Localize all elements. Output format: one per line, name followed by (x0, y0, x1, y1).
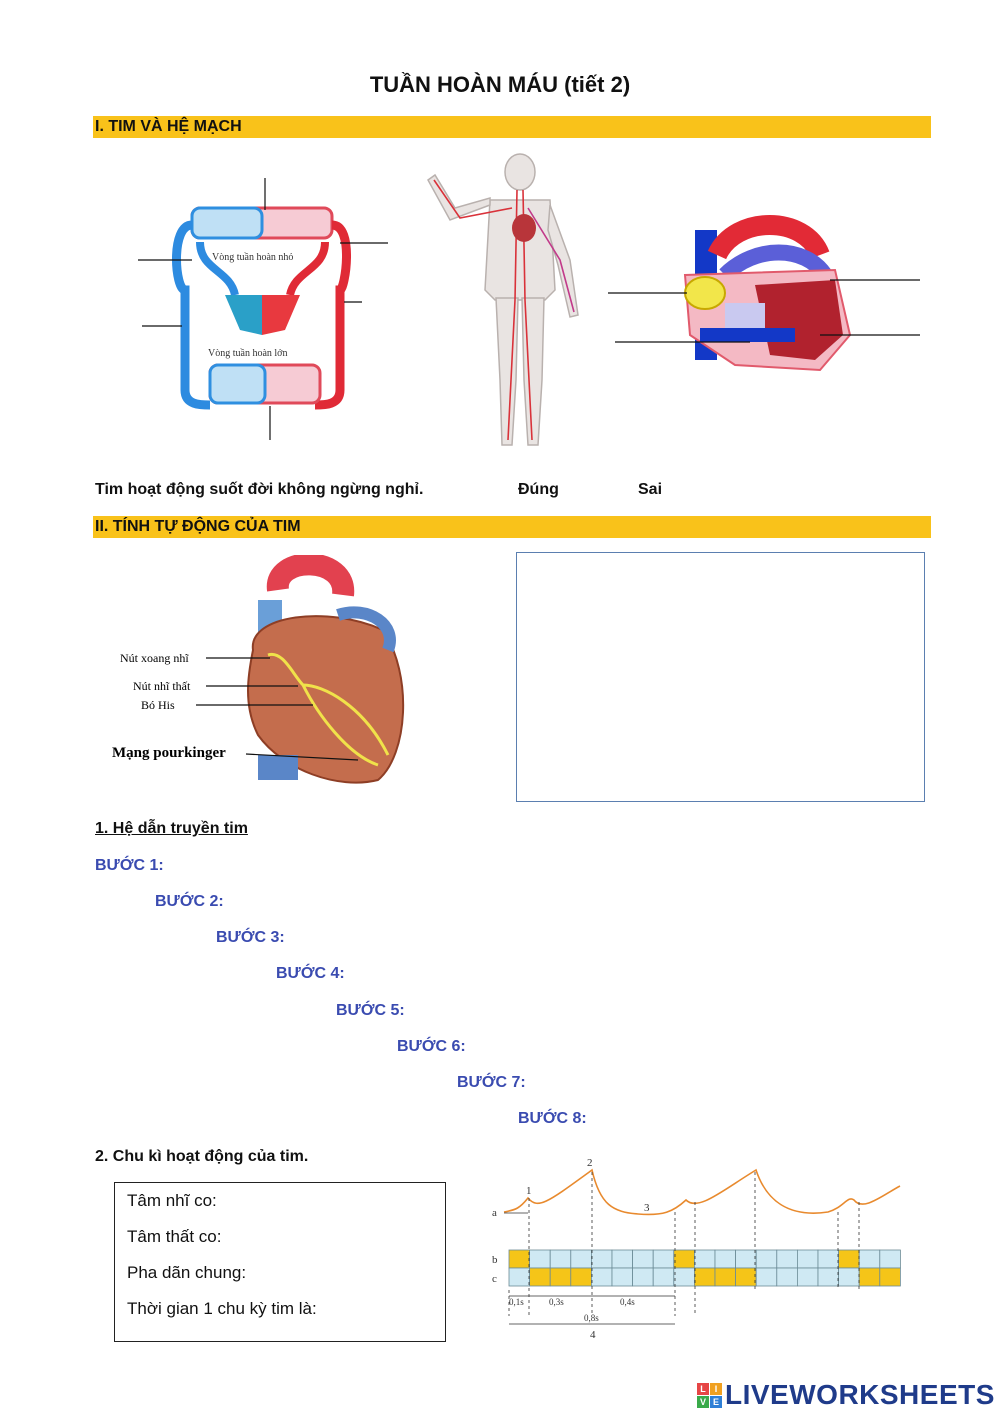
step-3-label: BƯỚC 3: (216, 929, 285, 946)
cycle-grid-cell (880, 1268, 901, 1286)
row-a-label: a (492, 1207, 497, 1219)
circulation-diagram (130, 170, 400, 450)
brand-icon: L I V E (697, 1383, 723, 1409)
answer-box[interactable] (516, 552, 925, 802)
aorta (278, 564, 343, 595)
cycle-grid-cell (859, 1268, 880, 1286)
human-body-illustration (420, 150, 590, 455)
cycle-grid-cell (736, 1250, 757, 1268)
cycle-grid-cell (653, 1268, 674, 1286)
cycle-grid-cell (715, 1268, 736, 1286)
cycle-grid-cell (509, 1250, 530, 1268)
page-title: TUẦN HOÀN MÁU (tiết 2) (369, 72, 631, 97)
cycle-grid-cell (694, 1250, 715, 1268)
cardiac-cycle-chart (488, 1150, 908, 1345)
cycle-grid-cell (530, 1250, 551, 1268)
true-option[interactable]: Đúng (518, 481, 559, 498)
phase-3-label: 3 (644, 1202, 650, 1214)
step-2-label: BƯỚC 2: (155, 893, 224, 910)
heart-section-diagram (605, 215, 925, 380)
peak-2-label: 2 (587, 1157, 593, 1169)
false-option[interactable]: Sai (638, 481, 663, 498)
cycle-grid-cell (633, 1250, 654, 1268)
large-circulation-label: Vòng tuần hoàn lớn (208, 348, 288, 359)
cycle-grid-cell (715, 1250, 736, 1268)
sa-node-label: Nút xoang nhĩ (120, 651, 189, 665)
cycle-grid-cell (777, 1268, 798, 1286)
head-shape (505, 154, 535, 190)
ventricular-systole-row[interactable]: Tâm thất co: (127, 1227, 222, 1246)
step-8-label: BƯỚC 8: (518, 1110, 587, 1127)
cycle-grid-cell (839, 1268, 860, 1286)
step-4-label: BƯỚC 4: (276, 965, 345, 982)
right-atrium (685, 277, 725, 309)
brand-name: LIVEWORKSHEETS (725, 1379, 995, 1410)
purkinje-label: Mạng pourkinger (112, 745, 226, 761)
cycle-duration-row[interactable]: Thời gian 1 chu kỳ tim là: (127, 1299, 317, 1318)
pulmonary-artery (200, 242, 235, 295)
cycle-heading: 2. Chu kì hoạt động của tim. (95, 1148, 309, 1165)
body-capillaries-blue (210, 365, 265, 403)
heart-conduction-diagram (108, 555, 418, 795)
cycle-grid-cell (674, 1268, 695, 1286)
peak-1-label: 1 (526, 1185, 532, 1197)
cycle-grid-cell (694, 1268, 715, 1286)
cycle-grid-cell (777, 1250, 798, 1268)
cycle-4-label: 4 (590, 1329, 596, 1341)
total-duration-label: 0,8s (584, 1313, 599, 1323)
cycle-grid-cell (612, 1250, 633, 1268)
row-b-label: b (492, 1254, 498, 1266)
cycle-grid-cell (818, 1268, 839, 1286)
cycle-answer-box (114, 1182, 446, 1342)
inferior-vena-cava (258, 755, 298, 780)
step-6-label: BƯỚC 6: (397, 1038, 466, 1055)
diastole-row[interactable]: Pha dãn chung: (127, 1263, 247, 1282)
atrial-systole-row[interactable]: Tâm nhĩ co: (127, 1191, 217, 1210)
step-7-label: BƯỚC 7: (457, 1074, 526, 1091)
cycle-grid-cell (756, 1250, 777, 1268)
cycle-grid-cell (591, 1268, 612, 1286)
section-1-heading: I. TIM VÀ HỆ MẠCH (93, 116, 931, 138)
cycle-grid-cell (839, 1250, 860, 1268)
cycle-grid-cell (550, 1250, 571, 1268)
small-circulation-label: Vòng tuần hoàn nhỏ (212, 252, 294, 263)
av-node-label: Nút nhĩ thất (133, 679, 191, 693)
cycle-grid-cell (571, 1268, 592, 1286)
brand-logo (697, 1381, 997, 1411)
cycle-grid-cell (797, 1268, 818, 1286)
section-2-heading: II. TÍNH TỰ ĐỘNG CỦA TIM (93, 516, 931, 538)
row-c-label: c (492, 1273, 497, 1285)
cycle-grid-cell (880, 1250, 901, 1268)
cycle-grid-cell (530, 1268, 551, 1286)
conduction-heading: 1. Hệ dẫn truyền tim (95, 820, 248, 837)
cycle-grid-cell (550, 1268, 571, 1286)
cycle-grid-cell (756, 1268, 777, 1286)
cycle-grid-cell (571, 1250, 592, 1268)
cycle-grid-cell (612, 1268, 633, 1286)
cycle-grid-cell (653, 1250, 674, 1268)
heart-right-side (225, 295, 262, 335)
pulmonary-vein (290, 242, 325, 295)
relax-duration-label: 0,4s (620, 1297, 635, 1307)
his-bundle-label: Bó His (141, 698, 175, 712)
cycle-grid-cell (859, 1250, 880, 1268)
step-5-label: BƯỚC 5: (336, 1002, 405, 1019)
lung-capillaries-blue (192, 208, 262, 238)
cycle-grid-cell (509, 1268, 530, 1286)
cycle-grid-cell (818, 1250, 839, 1268)
tf-statement: Tim hoạt động suốt đời không ngừng nghỉ. (95, 481, 424, 498)
cycle-grid-cell (591, 1250, 612, 1268)
heart-left-side (262, 295, 300, 335)
cycle-grid-cell (633, 1268, 654, 1286)
heart-shape (512, 214, 536, 242)
ventricular-duration-label: 0,3s (549, 1297, 564, 1307)
pressure-curve (504, 1170, 900, 1214)
step-1-label: BƯỚC 1: (95, 857, 164, 874)
cycle-grid-cell (736, 1268, 757, 1286)
atrial-duration-label: 0,1s (509, 1297, 524, 1307)
cycle-grid-cell (674, 1250, 695, 1268)
cycle-grid-cell (797, 1250, 818, 1268)
